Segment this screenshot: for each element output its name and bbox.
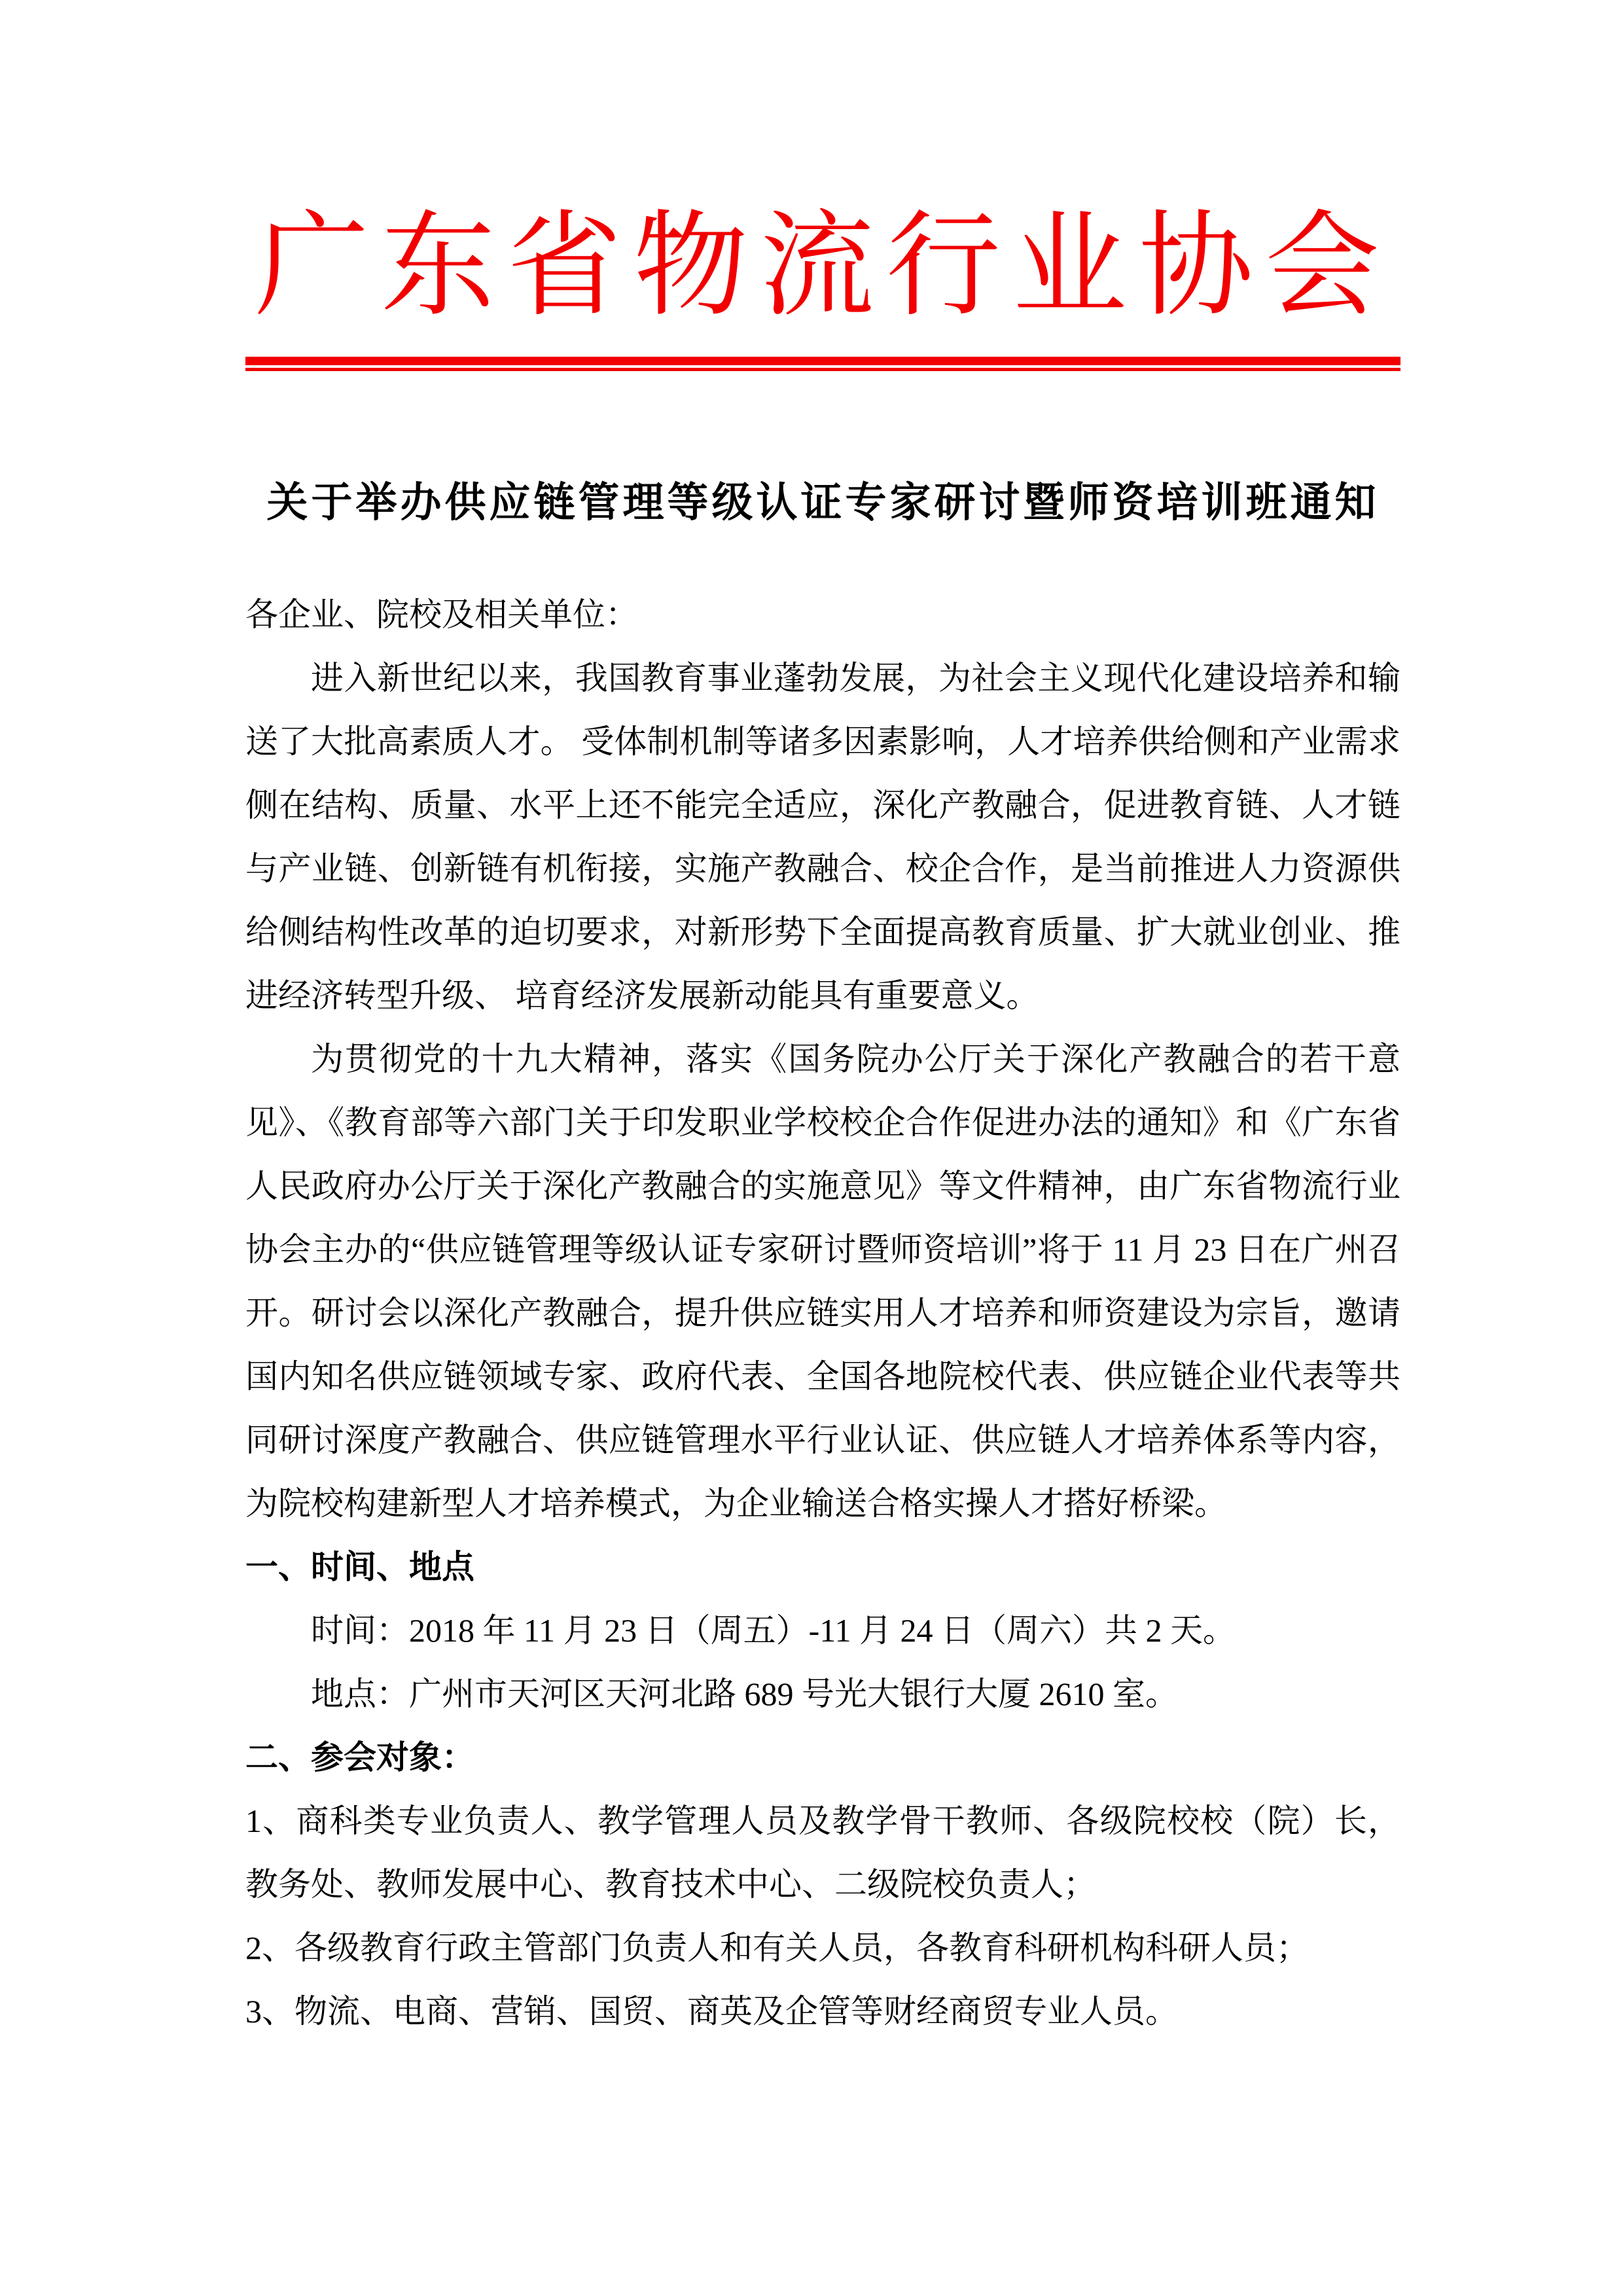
place-line: 地点：广州市天河区天河北路 689 号光大银行大厦 2610 室。 (311, 1676, 1178, 1712)
time-line: 时间：2018 年 11 月 23 日（周五）-11 月 24 日（周六）共 2 天。 (311, 1612, 1236, 1649)
paragraph-event-intro: 为贯彻党的十九大精神，落实《国务院办公厅关于深化产教融合的若干意见》、《教育部等六部门关于印发职业学校校企合作促进办法的通知》和《广东省人民政府办公厅关于深化产教融合的实施意见》等文件精神，由广东省物流行业协会主办的“供应链管理等级认证专家研讨暨师资培训”将于 11 月 23 日在广州召开。研讨会以深化产教融合，提升供应链实用人才培养和师资建设为宗旨，邀请国内知名供应链领域专家、政府代表、全国各地院校代表、供应链企业代表等共同研讨深度产教融合、供应链管理水平行业认证、供应链人才培养体系等内容，为院校构建新型人才培养模式，为企业输送合格实操人才搭好桥梁。 (245, 1041, 1400, 1522)
paragraph-background: 进入新世纪以来，我国教育事业蓬勃发展，为社会主义现代化建设培养和输送了大批高素质人才。 受体制机制等诸多因素影响，人才培养供给侧和产业需求侧在结构、质量、水平上还不能完全适应，深化产教融合，促进教育链、人才链与产业链、创新链有机衔接，实施产教融合、校企合作，是当前推进人力资源供给侧结构性改革的迫切要求，对新形势下全面提高教育质量、扩大就业创业、推进经济转型升级、 培育经济发展新动能具有重要意义。 (245, 660, 1400, 1014)
document-body (245, 583, 1400, 2043)
attendee-item-3: 3、物流、电商、营销、国贸、商英及企管等财经商贸专业人员。 (245, 1993, 1178, 2030)
letterhead-org-name: 广东省物流行业协会 (255, 203, 1391, 330)
section-heading-attendees: 二、参会对象： (245, 1739, 474, 1776)
salutation-line: 各企业、院校及相关单位： (245, 596, 638, 633)
attendee-item-2: 2、各级教育行政主管部门负责人和有关人员，各教育科研机构科研人员； (245, 1929, 1309, 1966)
letterhead-divider-line (245, 357, 1400, 371)
document-title: 关于举办供应链管理等级认证专家研讨暨师资培训班通知 (266, 480, 1380, 526)
attendee-item-1: 1、商科类专业负责人、教学管理人员及教学骨干教师、各级院校校（院）长，教务处、教师发展中心、教育技术中心、二级院校负责人； (245, 1803, 1400, 1903)
section-heading-time-place: 一、时间、地点 (245, 1549, 474, 1585)
